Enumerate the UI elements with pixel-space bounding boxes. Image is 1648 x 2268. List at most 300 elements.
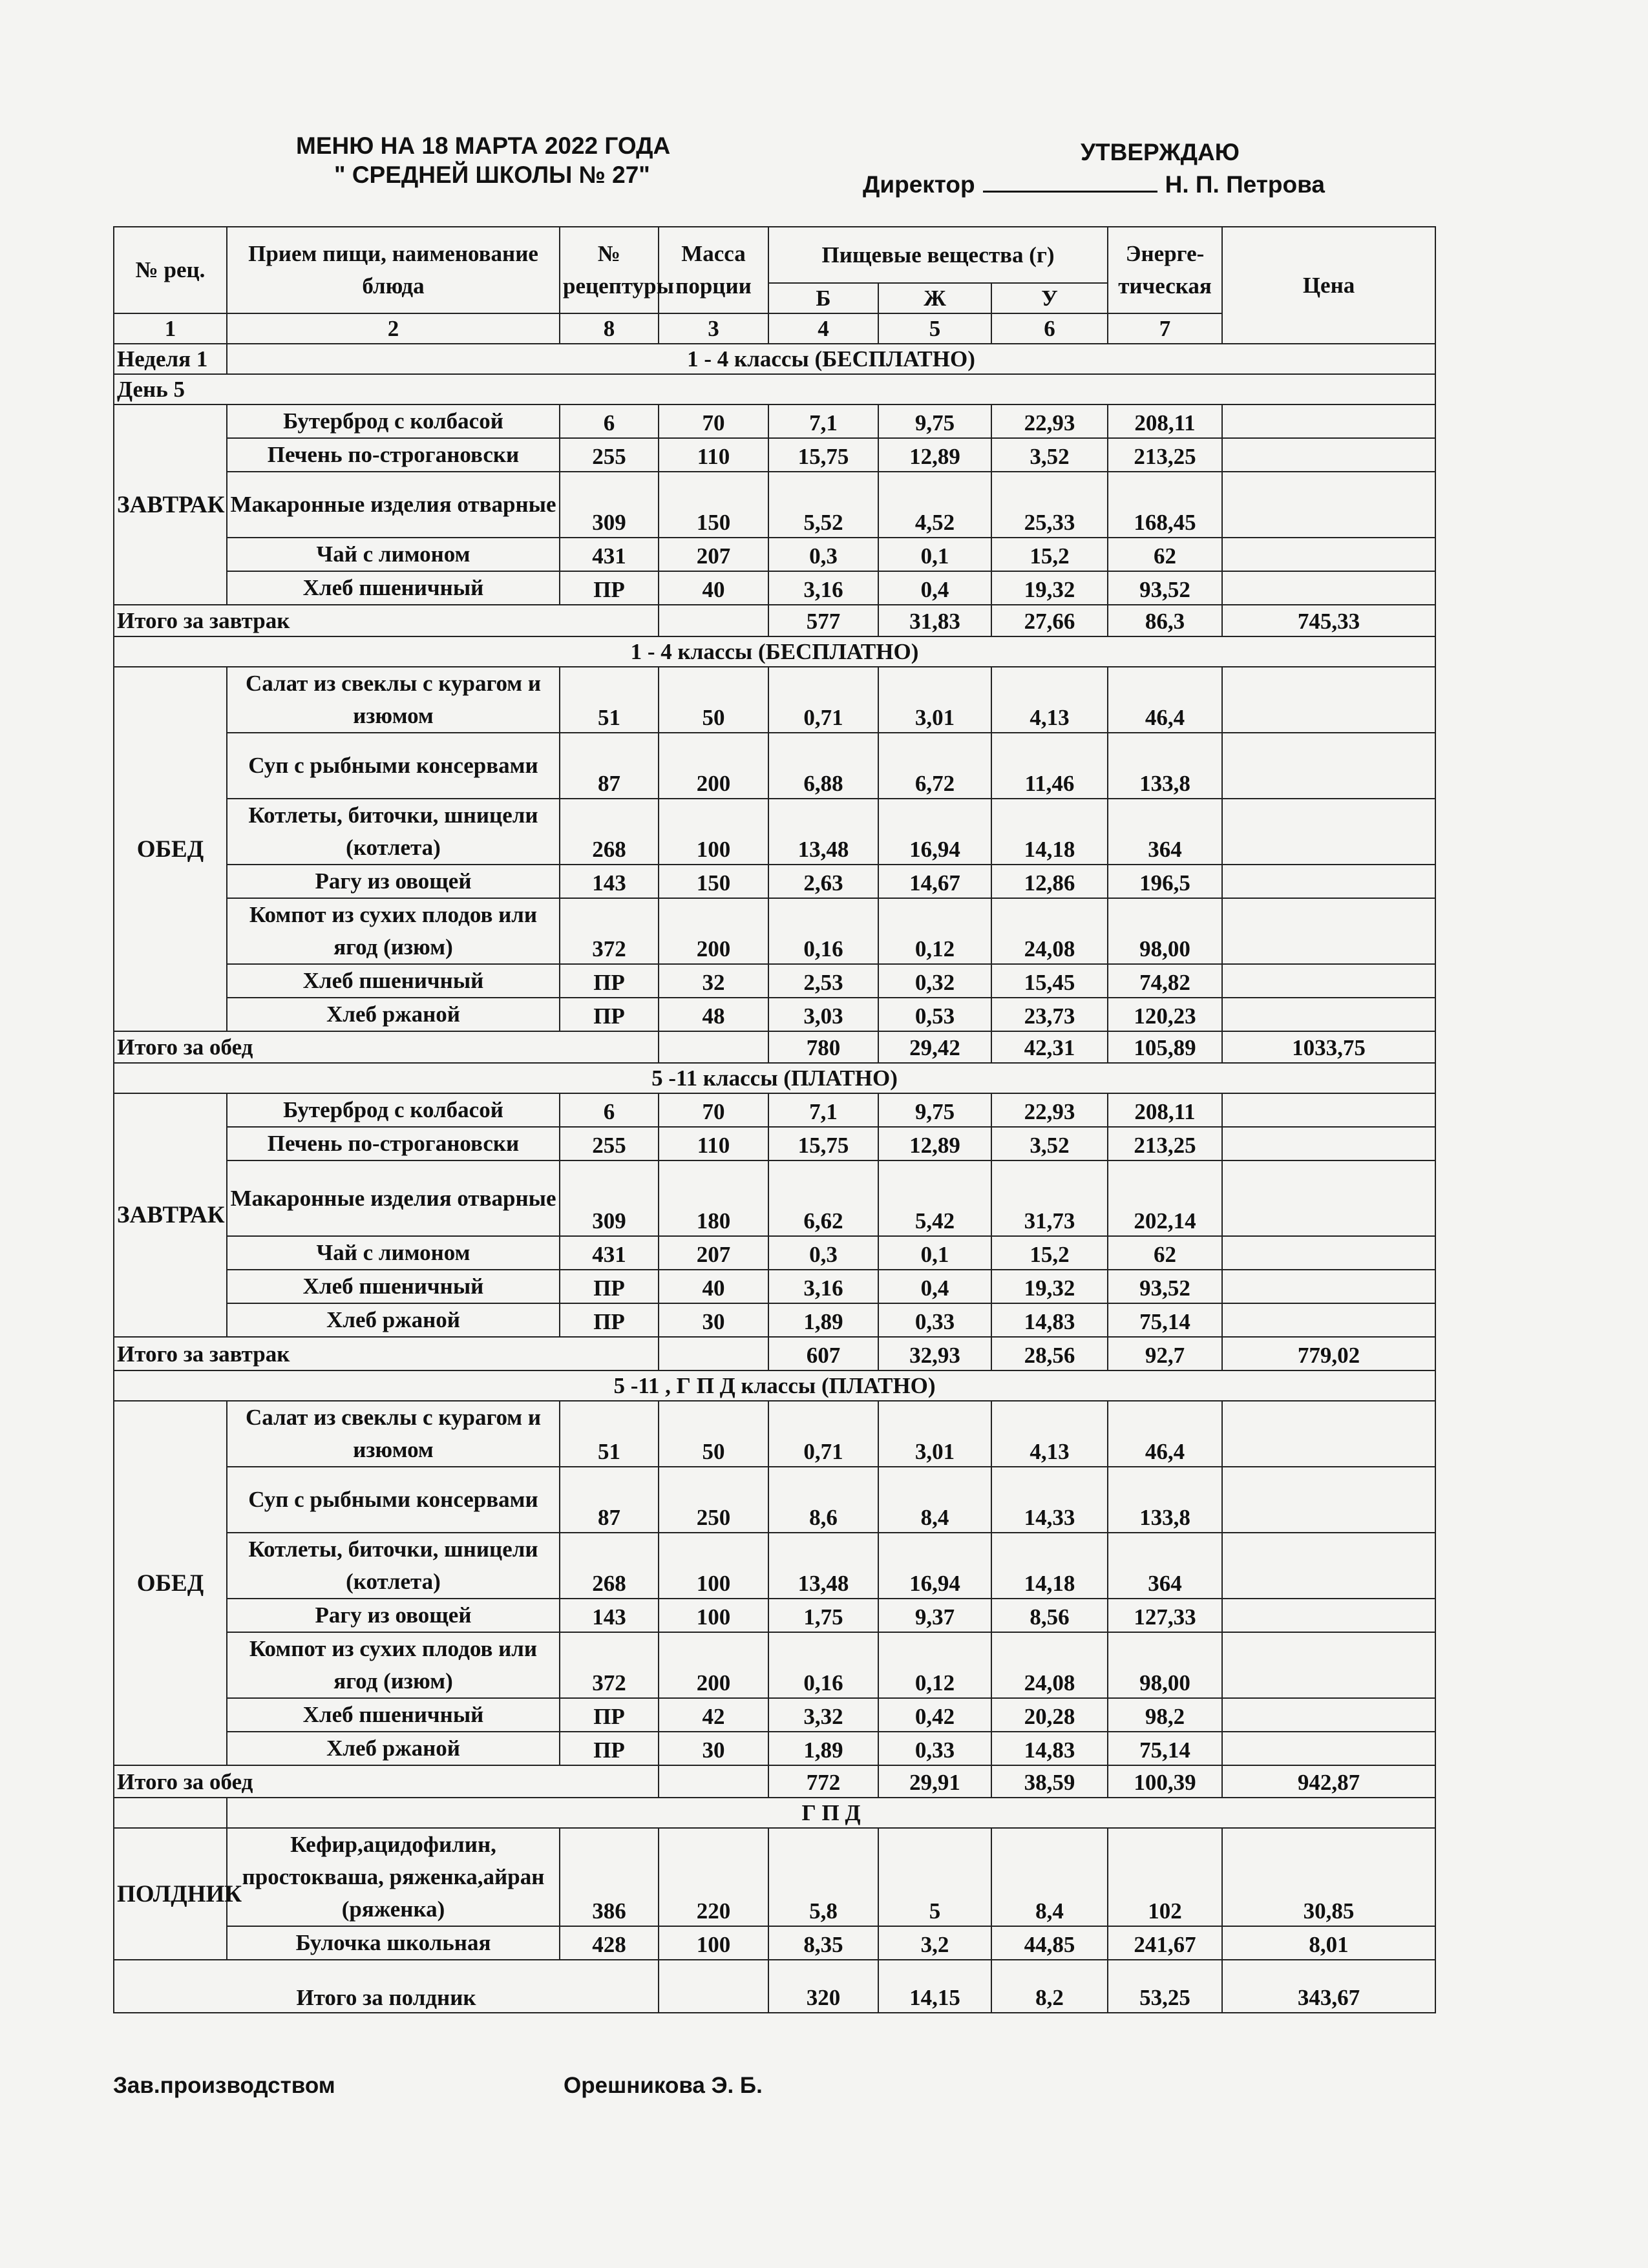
approval-label: УТВЕРЖДАЮ — [1081, 139, 1240, 165]
recipe-number: ПР — [560, 1732, 659, 1765]
dish-row — [114, 1828, 1435, 1926]
dish-name: Котлеты, биточки, шницели (котлета) — [227, 1533, 560, 1599]
menu-table — [113, 226, 1436, 2013]
price-value — [1222, 472, 1435, 538]
dish-name: Котлеты, биточки, шницели (котлета) — [227, 799, 560, 865]
price-value — [1222, 998, 1435, 1031]
meal-label: ОБЕД — [114, 1401, 227, 1765]
energy-value: 93,52 — [1108, 571, 1222, 605]
school-name: " СРЕДНЕЙ ШКОЛЫ № 27" — [334, 162, 650, 188]
protein-value: 3,16 — [768, 571, 878, 605]
dish-row — [114, 964, 1435, 998]
portion-mass: 100 — [659, 1533, 768, 1599]
portion-mass: 250 — [659, 1467, 768, 1533]
total-row — [114, 1960, 1435, 2013]
total-fat: 42,31 — [991, 1031, 1108, 1063]
recipe-number: 372 — [560, 1632, 659, 1698]
carb-value: 8,4 — [991, 1828, 1108, 1926]
col-num: 6 — [991, 313, 1108, 344]
total-protein: 14,15 — [878, 1960, 991, 2013]
dish-row — [114, 733, 1435, 799]
total-row — [114, 1765, 1435, 1798]
dish-row — [114, 1698, 1435, 1732]
total-carb: 100,39 — [1108, 1765, 1222, 1798]
col-dish-header: Прием пищи, наименование блюда — [227, 227, 560, 313]
col-nutrients-header: Пищевые вещества (г) — [768, 227, 1108, 283]
protein-value: 13,48 — [768, 799, 878, 865]
carb-value: 22,93 — [991, 1093, 1108, 1127]
protein-value: 0,16 — [768, 898, 878, 964]
price-value: 30,85 — [1222, 1828, 1435, 1926]
portion-mass: 70 — [659, 1093, 768, 1127]
recipe-number: 268 — [560, 1533, 659, 1599]
protein-value: 0,16 — [768, 1632, 878, 1698]
portion-mass: 180 — [659, 1160, 768, 1236]
total-energy: 1033,75 — [1222, 1031, 1435, 1063]
protein-value: 0,3 — [768, 538, 878, 571]
price-value — [1222, 1303, 1435, 1337]
recipe-number: ПР — [560, 1303, 659, 1337]
recipe-number: 428 — [560, 1926, 659, 1960]
portion-mass: 207 — [659, 1236, 768, 1270]
energy-value: 102 — [1108, 1828, 1222, 1926]
dish-name: Бутерброд с колбасой — [227, 1093, 560, 1127]
protein-value: 1,89 — [768, 1732, 878, 1765]
total-mass: 577 — [768, 605, 878, 636]
fat-value: 12,89 — [878, 1127, 991, 1160]
fat-value: 0,4 — [878, 1270, 991, 1303]
portion-mass: 70 — [659, 404, 768, 438]
col-num: 2 — [227, 313, 560, 344]
carb-value: 19,32 — [991, 1270, 1108, 1303]
total-protein: 32,93 — [878, 1337, 991, 1370]
carb-value: 24,08 — [991, 1632, 1108, 1698]
carb-value: 22,93 — [991, 404, 1108, 438]
protein-value: 5,8 — [768, 1828, 878, 1926]
empty-cell — [659, 605, 768, 636]
dish-row — [114, 1467, 1435, 1533]
dish-name: Хлеб ржаной — [227, 1303, 560, 1337]
carb-value: 3,52 — [991, 438, 1108, 472]
energy-value: 364 — [1108, 1533, 1222, 1599]
portion-mass: 50 — [659, 667, 768, 733]
fat-value: 0,12 — [878, 1632, 991, 1698]
carb-value: 14,18 — [991, 1533, 1108, 1599]
fat-value: 5,42 — [878, 1160, 991, 1236]
carb-value: 4,13 — [991, 667, 1108, 733]
total-row — [114, 605, 1435, 636]
fat-value: 16,94 — [878, 799, 991, 865]
dish-row — [114, 1599, 1435, 1632]
total-fat: 28,56 — [991, 1337, 1108, 1370]
total-label: Итого за обед — [114, 1765, 659, 1798]
dish-name: Компот из сухих плодов или ягод (изюм) — [227, 1632, 560, 1698]
day-row — [114, 374, 1435, 404]
dish-row — [114, 404, 1435, 438]
portion-mass: 220 — [659, 1828, 768, 1926]
dish-row — [114, 799, 1435, 865]
signature-line — [983, 191, 1157, 193]
recipe-number: 386 — [560, 1828, 659, 1926]
section-title: 1 - 4 классы (БЕСПЛАТНО) — [114, 636, 1435, 667]
fat-value: 14,67 — [878, 865, 991, 898]
meal-label: ОБЕД — [114, 667, 227, 1031]
dish-row — [114, 1303, 1435, 1337]
dish-name: Хлеб пшеничный — [227, 964, 560, 998]
total-label: Итого за полдник — [114, 1960, 659, 2013]
protein-value: 15,75 — [768, 1127, 878, 1160]
dish-row — [114, 1160, 1435, 1236]
recipe-number: 143 — [560, 1599, 659, 1632]
fat-value: 0,33 — [878, 1303, 991, 1337]
fat-value: 12,89 — [878, 438, 991, 472]
portion-mass: 200 — [659, 898, 768, 964]
section-header-row — [114, 1798, 1435, 1828]
recipe-number: ПР — [560, 571, 659, 605]
price-value — [1222, 865, 1435, 898]
dish-name: Чай с лимоном — [227, 1236, 560, 1270]
portion-mass: 200 — [659, 733, 768, 799]
dish-row — [114, 1127, 1435, 1160]
energy-value: 75,14 — [1108, 1303, 1222, 1337]
empty-cell — [659, 1765, 768, 1798]
energy-value: 168,45 — [1108, 472, 1222, 538]
dish-row — [114, 1401, 1435, 1467]
total-row — [114, 1031, 1435, 1063]
portion-mass: 48 — [659, 998, 768, 1031]
recipe-number: 51 — [560, 1401, 659, 1467]
dish-row — [114, 1093, 1435, 1127]
price-value — [1222, 1160, 1435, 1236]
recipe-number: 309 — [560, 472, 659, 538]
price-value — [1222, 571, 1435, 605]
col-recipe-header: № рецептуры — [560, 227, 659, 313]
fat-value: 3,2 — [878, 1926, 991, 1960]
meal-label: ЗАВТРАК — [114, 404, 227, 605]
portion-mass: 100 — [659, 1599, 768, 1632]
col-num: 7 — [1108, 313, 1222, 344]
price-value — [1222, 1698, 1435, 1732]
total-mass: 607 — [768, 1337, 878, 1370]
dish-row — [114, 571, 1435, 605]
carb-value: 20,28 — [991, 1698, 1108, 1732]
energy-value: 127,33 — [1108, 1599, 1222, 1632]
section-title: Г П Д — [227, 1798, 1435, 1828]
dish-row — [114, 998, 1435, 1031]
dish-row — [114, 865, 1435, 898]
energy-value: 75,14 — [1108, 1732, 1222, 1765]
price-value — [1222, 404, 1435, 438]
recipe-number: ПР — [560, 964, 659, 998]
energy-value: 133,8 — [1108, 1467, 1222, 1533]
col-rec-header: № рец. — [114, 227, 227, 313]
dish-name: Салат из свеклы с курагом и изюмом — [227, 667, 560, 733]
carb-value: 14,83 — [991, 1303, 1108, 1337]
protein-value: 0,3 — [768, 1236, 878, 1270]
total-carb: 53,25 — [1108, 1960, 1222, 2013]
portion-mass: 100 — [659, 799, 768, 865]
fat-value: 0,42 — [878, 1698, 991, 1732]
col-num: 8 — [560, 313, 659, 344]
protein-value: 2,63 — [768, 865, 878, 898]
energy-value: 196,5 — [1108, 865, 1222, 898]
dish-row — [114, 1236, 1435, 1270]
portion-mass: 32 — [659, 964, 768, 998]
total-carb: 86,3 — [1108, 605, 1222, 636]
portion-mass: 200 — [659, 1632, 768, 1698]
fat-value: 8,4 — [878, 1467, 991, 1533]
recipe-number: 431 — [560, 538, 659, 571]
fat-value: 5 — [878, 1828, 991, 1926]
dish-row — [114, 667, 1435, 733]
recipe-number: 143 — [560, 865, 659, 898]
fat-value: 3,01 — [878, 1401, 991, 1467]
director-label: Директор — [863, 171, 975, 198]
energy-value: 213,25 — [1108, 438, 1222, 472]
section-header-row — [114, 1370, 1435, 1401]
price-value — [1222, 667, 1435, 733]
fat-value: 0,4 — [878, 571, 991, 605]
protein-value: 7,1 — [768, 1093, 878, 1127]
protein-value: 1,89 — [768, 1303, 878, 1337]
protein-value: 3,03 — [768, 998, 878, 1031]
carb-value: 14,18 — [991, 799, 1108, 865]
protein-value: 15,75 — [768, 438, 878, 472]
dish-row — [114, 438, 1435, 472]
col-price-header: Цена — [1222, 227, 1435, 344]
header-row — [114, 227, 1435, 283]
protein-value: 3,16 — [768, 1270, 878, 1303]
fat-value: 0,33 — [878, 1732, 991, 1765]
dish-row — [114, 472, 1435, 538]
total-fat: 38,59 — [991, 1765, 1108, 1798]
recipe-number: 431 — [560, 1236, 659, 1270]
dish-name: Печень по-строгановски — [227, 1127, 560, 1160]
energy-value: 202,14 — [1108, 1160, 1222, 1236]
section-title: 5 -11 классы (ПЛАТНО) — [114, 1063, 1435, 1093]
total-protein: 29,91 — [878, 1765, 991, 1798]
footer-name: Орешникова Э. Б. — [564, 2073, 763, 2098]
recipe-number: 268 — [560, 799, 659, 865]
recipe-number: 255 — [560, 1127, 659, 1160]
col-carb-header: У — [991, 283, 1108, 313]
recipe-number: 255 — [560, 438, 659, 472]
dish-name: Хлеб ржаной — [227, 1732, 560, 1765]
dish-row — [114, 898, 1435, 964]
protein-value: 0,71 — [768, 1401, 878, 1467]
menu-title: МЕНЮ НА 18 МАРТА 2022 ГОДА — [296, 132, 671, 159]
energy-value: 62 — [1108, 538, 1222, 571]
price-value — [1222, 1533, 1435, 1599]
dish-name: Макаронные изделия отварные — [227, 1160, 560, 1236]
energy-value: 46,4 — [1108, 1401, 1222, 1467]
price-value — [1222, 898, 1435, 964]
total-label: Итого за обед — [114, 1031, 659, 1063]
dish-name: Рагу из овощей — [227, 1599, 560, 1632]
price-value — [1222, 1632, 1435, 1698]
section-header-row — [114, 636, 1435, 667]
energy-value: 120,23 — [1108, 998, 1222, 1031]
energy-value: 93,52 — [1108, 1270, 1222, 1303]
energy-value: 62 — [1108, 1236, 1222, 1270]
price-value — [1222, 1270, 1435, 1303]
day-label: День 5 — [114, 374, 1435, 404]
price-value — [1222, 964, 1435, 998]
total-protein: 29,42 — [878, 1031, 991, 1063]
recipe-number: 87 — [560, 1467, 659, 1533]
fat-value: 4,52 — [878, 472, 991, 538]
empty-cell — [659, 1337, 768, 1370]
total-fat: 27,66 — [991, 605, 1108, 636]
protein-value: 13,48 — [768, 1533, 878, 1599]
energy-value: 46,4 — [1108, 667, 1222, 733]
recipe-number: 87 — [560, 733, 659, 799]
portion-mass: 110 — [659, 438, 768, 472]
total-mass: 772 — [768, 1765, 878, 1798]
energy-value: 98,2 — [1108, 1698, 1222, 1732]
fat-value: 0,32 — [878, 964, 991, 998]
col-protein-header: Б — [768, 283, 878, 313]
price-value: 8,01 — [1222, 1926, 1435, 1960]
dish-name: Рагу из овощей — [227, 865, 560, 898]
col-fat-header: Ж — [878, 283, 991, 313]
carb-value: 15,45 — [991, 964, 1108, 998]
price-value — [1222, 1401, 1435, 1467]
total-energy: 942,87 — [1222, 1765, 1435, 1798]
dish-name: Суп с рыбными консервами — [227, 1467, 560, 1533]
carb-value: 44,85 — [991, 1926, 1108, 1960]
carb-value: 24,08 — [991, 898, 1108, 964]
dish-row — [114, 1732, 1435, 1765]
fat-value: 0,1 — [878, 1236, 991, 1270]
director-name: Н. П. Петрова — [1165, 171, 1325, 198]
dish-name: Салат из свеклы с курагом и изюмом — [227, 1401, 560, 1467]
dish-row — [114, 1270, 1435, 1303]
total-carb: 105,89 — [1108, 1031, 1222, 1063]
fat-value: 0,12 — [878, 898, 991, 964]
section-header-row — [114, 1063, 1435, 1093]
col-num: 3 — [659, 313, 768, 344]
portion-mass: 42 — [659, 1698, 768, 1732]
portion-mass: 150 — [659, 865, 768, 898]
carb-value: 12,86 — [991, 865, 1108, 898]
dish-row — [114, 1632, 1435, 1698]
carb-value: 11,46 — [991, 733, 1108, 799]
empty-cell — [659, 1031, 768, 1063]
carb-value: 8,56 — [991, 1599, 1108, 1632]
energy-value: 364 — [1108, 799, 1222, 865]
price-value — [1222, 733, 1435, 799]
section-title: 1 - 4 классы (БЕСПЛАТНО) — [227, 344, 1435, 374]
fat-value: 9,37 — [878, 1599, 991, 1632]
dish-row — [114, 1926, 1435, 1960]
portion-mass: 50 — [659, 1401, 768, 1467]
carb-value: 14,33 — [991, 1467, 1108, 1533]
recipe-number: 51 — [560, 667, 659, 733]
total-mass: 320 — [768, 1960, 878, 2013]
col-mass-header: Масса порции — [659, 227, 768, 313]
price-value — [1222, 1599, 1435, 1632]
recipe-number: 372 — [560, 898, 659, 964]
dish-name: Макаронные изделия отварные — [227, 472, 560, 538]
protein-value: 6,88 — [768, 733, 878, 799]
portion-mass: 40 — [659, 571, 768, 605]
fat-value: 0,53 — [878, 998, 991, 1031]
price-value — [1222, 1236, 1435, 1270]
col-num: 5 — [878, 313, 991, 344]
energy-value: 208,11 — [1108, 1093, 1222, 1127]
price-value — [1222, 1732, 1435, 1765]
spacer-cell — [114, 1798, 227, 1828]
dish-name: Булочка школьная — [227, 1926, 560, 1960]
energy-value: 241,67 — [1108, 1926, 1222, 1960]
section-title: 5 -11 , Г П Д классы (ПЛАТНО) — [114, 1370, 1435, 1401]
fat-value: 9,75 — [878, 1093, 991, 1127]
dish-name: Хлеб пшеничный — [227, 1698, 560, 1732]
price-value — [1222, 1467, 1435, 1533]
protein-value: 7,1 — [768, 404, 878, 438]
price-value — [1222, 1093, 1435, 1127]
energy-value: 98,00 — [1108, 898, 1222, 964]
carb-value: 14,83 — [991, 1732, 1108, 1765]
total-protein: 31,83 — [878, 605, 991, 636]
recipe-number: ПР — [560, 1698, 659, 1732]
carb-value: 23,73 — [991, 998, 1108, 1031]
empty-cell — [659, 1960, 768, 2013]
total-energy: 343,67 — [1222, 1960, 1435, 2013]
energy-value: 74,82 — [1108, 964, 1222, 998]
protein-value: 5,52 — [768, 472, 878, 538]
price-value — [1222, 1127, 1435, 1160]
total-label: Итого за завтрак — [114, 1337, 659, 1370]
price-value — [1222, 799, 1435, 865]
dish-row — [114, 538, 1435, 571]
director-line — [863, 171, 1325, 198]
section-header-row — [114, 344, 1435, 374]
total-label: Итого за завтрак — [114, 605, 659, 636]
fat-value: 0,1 — [878, 538, 991, 571]
protein-value: 0,71 — [768, 667, 878, 733]
col-num: 4 — [768, 313, 878, 344]
total-energy: 745,33 — [1222, 605, 1435, 636]
energy-value: 213,25 — [1108, 1127, 1222, 1160]
recipe-number: 6 — [560, 1093, 659, 1127]
portion-mass: 110 — [659, 1127, 768, 1160]
portion-mass: 207 — [659, 538, 768, 571]
price-value — [1222, 438, 1435, 472]
dish-name: Чай с лимоном — [227, 538, 560, 571]
dish-name: Суп с рыбными консервами — [227, 733, 560, 799]
recipe-number: ПР — [560, 998, 659, 1031]
menu-table-body — [114, 227, 1435, 2013]
total-energy: 779,02 — [1222, 1337, 1435, 1370]
protein-value: 8,6 — [768, 1467, 878, 1533]
portion-mass: 30 — [659, 1732, 768, 1765]
total-mass: 780 — [768, 1031, 878, 1063]
protein-value: 6,62 — [768, 1160, 878, 1236]
dish-row — [114, 1533, 1435, 1599]
carb-value: 15,2 — [991, 538, 1108, 571]
portion-mass: 30 — [659, 1303, 768, 1337]
total-fat: 8,2 — [991, 1960, 1108, 2013]
total-carb: 92,7 — [1108, 1337, 1222, 1370]
carb-value: 3,52 — [991, 1127, 1108, 1160]
col-energy-header: Энерге-тическая — [1108, 227, 1222, 313]
dish-name: Бутерброд с колбасой — [227, 404, 560, 438]
price-value — [1222, 538, 1435, 571]
dish-name: Кефир,ацидофилин, простокваша, ряженка,айран (ряженка) — [227, 1828, 560, 1926]
fat-value: 9,75 — [878, 404, 991, 438]
